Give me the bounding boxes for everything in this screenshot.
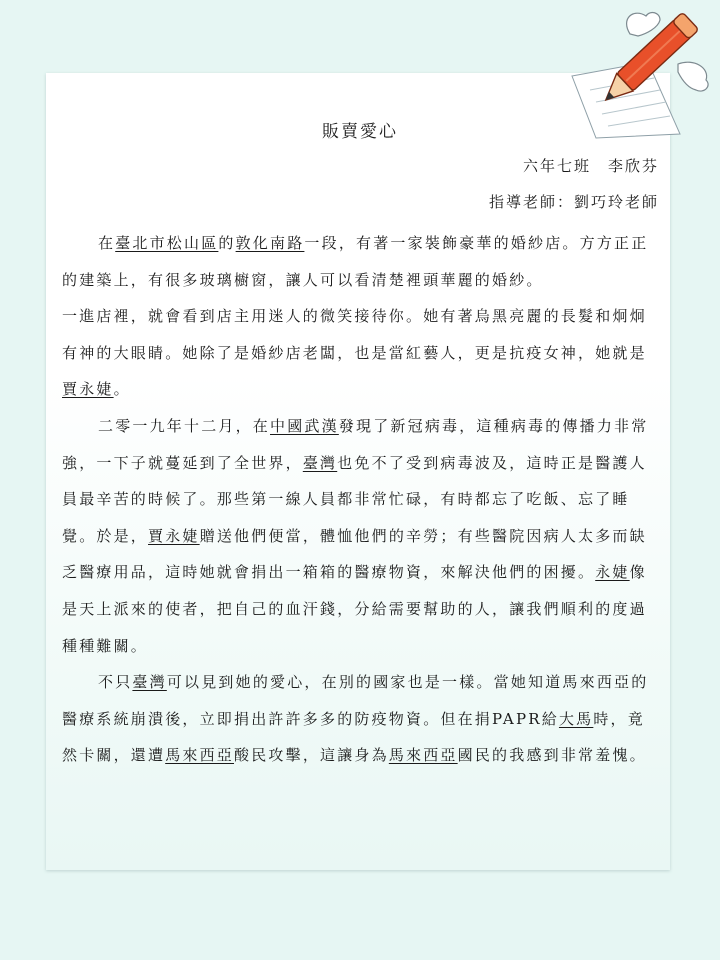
text-span: 可以見到她的愛心，在別的國家也是一樣。當她知道馬來西亞的醫療系統崩潰後，立即捐出許許多多的防疫物資。但在捐PAPR給 (62, 673, 649, 728)
underlined-place-name: 敦化南路 (235, 234, 305, 252)
underlined-place-name: 馬來西亞 (165, 746, 235, 765)
text-span: 。 (113, 380, 131, 399)
text-span: 一進店裡，就會看到店主用迷人的微笑接待你。她有著烏黑亮麗的長髮和炯炯有神的大眼睛。她除了是婚紗店老闆，也是當紅藝人，更是抗疫女神，她就是 (62, 307, 647, 362)
underlined-place-name: 大馬 (558, 709, 594, 728)
text-span: 國民的我感到非常羞愧。 (457, 746, 647, 765)
text-span: 的 (218, 234, 236, 252)
underlined-place-name: 馬來西亞 (388, 746, 458, 765)
essay-body (62, 225, 662, 774)
text-span: 酸民攻擊，這讓身為 (234, 746, 389, 765)
text-span: 不只 (98, 673, 133, 692)
teacher-line: 指導老師：劉巧玲老師 (488, 193, 659, 211)
underlined-place-name: 中國武漢 (270, 416, 339, 435)
author-line: 六年七班 李欣芬 (522, 157, 659, 175)
text-span: 也免不了受到病毒波及，這時正是醫護人員最辛苦的時候了。那些第一線人員都非常忙碌，有時都忘了吃飯、忘了睡覺。於是， (62, 453, 647, 545)
underlined-person-name: 賈永婕 (62, 380, 114, 399)
text-span: 時，竟然卡關，還遭 (62, 709, 645, 765)
text-span: 在 (98, 234, 116, 252)
essay-title: 販賣愛心 (322, 122, 398, 142)
text-span: 二零一九年十二月，在 (98, 416, 271, 435)
text-span: 發現了新冠病毒，這種病毒的傳播力非常強，一下子就蔓延到了全世界， (62, 416, 649, 472)
underlined-place-name: 臺北市松山區 (115, 234, 219, 252)
paragraph (62, 298, 662, 408)
paragraph (62, 408, 662, 664)
paragraph (62, 664, 662, 774)
text-span: 一段，有著一家裝飾豪華的婚紗店。方方正正的建築上，有很多玻璃櫥窗，讓人可以看清楚裡頭華麗的婚紗。 (62, 234, 649, 289)
underlined-person-name: 永婕 (595, 563, 630, 582)
text-span: 贈送他們便當，體恤他們的辛勞；有些醫院因病人太多而缺乏醫療用品，這時她就會捐出一箱箱的醫療物資，來解決他們的困擾。 (62, 526, 647, 582)
paragraph (62, 225, 662, 298)
text-span: 像是天上派來的使者，把自己的血汗錢，分給需要幫助的人，讓我們順利的度過種種難關。 (62, 563, 647, 655)
underlined-person-name: 賈永婕 (148, 526, 200, 545)
underlined-place-name: 臺灣 (132, 673, 167, 692)
underlined-place-name: 臺灣 (302, 453, 338, 472)
